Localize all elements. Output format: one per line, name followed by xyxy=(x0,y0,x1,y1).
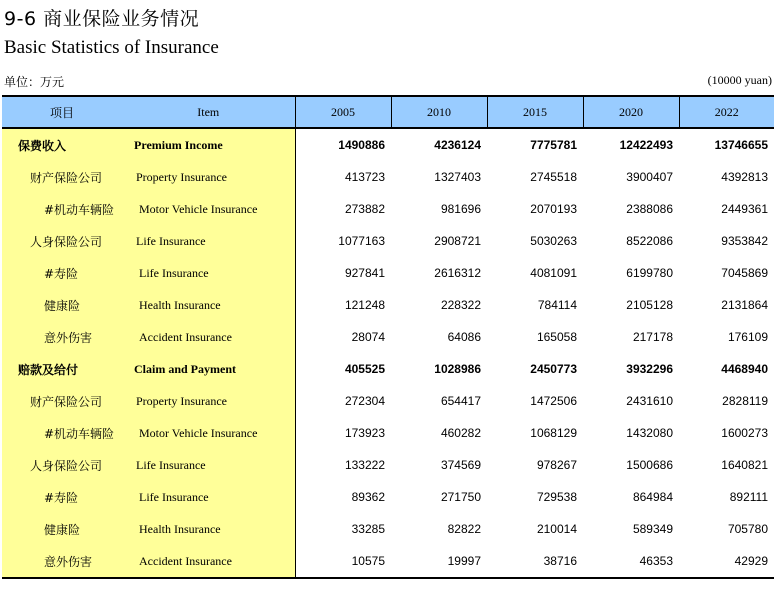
row-label-en: Property Insurance xyxy=(122,385,295,417)
cell-value: 217178 xyxy=(632,330,673,344)
cell-value: 3932296 xyxy=(626,362,673,376)
cell-value: 133222 xyxy=(344,458,385,472)
cell-value: 705780 xyxy=(727,522,768,536)
cell-value: 654417 xyxy=(440,394,481,408)
row-label-cn: 人身保险公司 xyxy=(2,225,122,257)
cell-value: 460282 xyxy=(440,426,481,440)
cell-value: 2616312 xyxy=(434,266,481,280)
table-row xyxy=(2,513,774,545)
cell-value: 42929 xyxy=(679,545,774,578)
row-label-cn: 意外伤害 xyxy=(2,545,122,578)
cell-value: 978267 xyxy=(536,458,577,472)
cell-value: 2431610 xyxy=(626,394,673,408)
cell-value: 6199780 xyxy=(626,266,673,280)
row-label-en: Life Insurance xyxy=(122,481,295,513)
cell-value: 1490886 xyxy=(338,138,385,152)
cell-value: 5030263 xyxy=(530,234,577,248)
row-label-cn: #机动车辆险 xyxy=(2,193,122,225)
page-title-cn: 9-6 商业保险业务情况 xyxy=(4,8,200,30)
cell-value: 82822 xyxy=(447,522,481,536)
cell-value: 2070193 xyxy=(530,202,577,216)
cell-value: 165058 xyxy=(536,330,577,344)
header-item-en: Item xyxy=(122,96,295,128)
cell-value: 13746655 xyxy=(714,138,768,152)
cell-value: 272304 xyxy=(344,394,385,408)
row-label-en: Accident Insurance xyxy=(122,545,295,578)
header-year: 2022 xyxy=(679,96,774,128)
cell-value: 1432080 xyxy=(626,426,673,440)
cell-value: 12422493 xyxy=(619,138,673,152)
cell-value: 2449361 xyxy=(721,202,768,216)
row-label-en: Premium Income xyxy=(122,128,295,161)
table-row xyxy=(2,417,774,449)
cell-value: 2131864 xyxy=(721,298,768,312)
row-label-cn: #寿险 xyxy=(2,481,122,513)
cell-value: 8522086 xyxy=(626,234,673,248)
table-row xyxy=(2,545,774,578)
cell-value: 7045869 xyxy=(721,266,768,280)
row-label-en: Life Insurance xyxy=(122,257,295,289)
row-label-cn: #机动车辆险 xyxy=(2,417,122,449)
cell-value: 1068129 xyxy=(530,426,577,440)
cell-value: 33285 xyxy=(351,522,385,536)
row-label-en: Accident Insurance xyxy=(122,321,295,353)
cell-value: 89362 xyxy=(351,490,385,504)
header-year: 2010 xyxy=(391,96,487,128)
cell-value: 927841 xyxy=(344,266,385,280)
row-label-cn: 意外伤害 xyxy=(2,321,122,353)
cell-value: 413723 xyxy=(344,170,385,184)
header-year: 2020 xyxy=(583,96,679,128)
table-row xyxy=(2,385,774,417)
cell-value: 1472506 xyxy=(530,394,577,408)
table-row xyxy=(2,225,774,257)
cell-value: 1327403 xyxy=(434,170,481,184)
cell-value: 1077163 xyxy=(338,234,385,248)
cell-value: 784114 xyxy=(537,298,577,312)
cell-value: 374569 xyxy=(440,458,481,472)
header-year: 2005 xyxy=(295,96,391,128)
cell-value: 176109 xyxy=(727,330,768,344)
cell-value: 228322 xyxy=(440,298,481,312)
cell-value: 4081091 xyxy=(530,266,577,280)
cell-value: 46353 xyxy=(583,545,679,578)
row-label-en: Claim and Payment xyxy=(122,353,295,385)
table-row xyxy=(2,481,774,513)
row-label-en: Property Insurance xyxy=(122,161,295,193)
cell-value: 405525 xyxy=(344,362,385,376)
cell-value: 4236124 xyxy=(434,138,481,152)
row-label-en: Motor Vehicle Insurance xyxy=(122,193,295,225)
table-row xyxy=(2,193,774,225)
cell-value: 28074 xyxy=(351,330,385,344)
cell-value: 19997 xyxy=(391,545,487,578)
cell-value: 892111 xyxy=(729,490,768,504)
table-row xyxy=(2,161,774,193)
row-label-en: Health Insurance xyxy=(122,289,295,321)
cell-value: 2828119 xyxy=(722,394,768,408)
cell-value: 7775781 xyxy=(530,138,577,152)
cell-value: 271750 xyxy=(440,490,481,504)
cell-value: 981696 xyxy=(440,202,481,216)
cell-value: 210014 xyxy=(536,522,577,536)
insurance-statistics-table xyxy=(2,95,774,579)
row-label-en: Life Insurance xyxy=(122,449,295,481)
page-title-en: Basic Statistics of Insurance xyxy=(4,37,219,58)
table-header-row xyxy=(2,96,774,128)
row-label-cn: 保费收入 xyxy=(2,128,122,161)
row-label-en: Life Insurance xyxy=(122,225,295,257)
cell-value: 2908721 xyxy=(434,234,481,248)
cell-value: 2450773 xyxy=(530,362,577,376)
row-label-cn: 人身保险公司 xyxy=(2,449,122,481)
cell-value: 1500686 xyxy=(626,458,673,472)
cell-value: 1028986 xyxy=(434,362,481,376)
cell-value: 173923 xyxy=(344,426,385,440)
cell-value: 2745518 xyxy=(530,170,577,184)
table-row xyxy=(2,257,774,289)
row-label-en: Motor Vehicle Insurance xyxy=(122,417,295,449)
row-label-cn: 财产保险公司 xyxy=(2,161,122,193)
table-row xyxy=(2,128,774,161)
header-year: 2015 xyxy=(487,96,583,128)
cell-value: 4392813 xyxy=(721,170,768,184)
cell-value: 2388086 xyxy=(626,202,673,216)
unit-label-cn: 单位：万元 xyxy=(4,75,65,89)
cell-value: 729538 xyxy=(536,490,577,504)
cell-value: 10575 xyxy=(295,545,391,578)
cell-value: 1640821 xyxy=(721,458,768,472)
unit-label-en: (10000 yuan) xyxy=(707,73,772,87)
cell-value: 2105128 xyxy=(626,298,673,312)
cell-value: 64086 xyxy=(447,330,481,344)
row-label-cn: 健康险 xyxy=(2,513,122,545)
row-label-cn: #寿险 xyxy=(2,257,122,289)
table-row xyxy=(2,289,774,321)
cell-value: 4468940 xyxy=(721,362,768,376)
row-label-cn: 财产保险公司 xyxy=(2,385,122,417)
cell-value: 38716 xyxy=(487,545,583,578)
cell-value: 3900407 xyxy=(626,170,673,184)
cell-value: 121248 xyxy=(344,298,385,312)
cell-value: 273882 xyxy=(344,202,385,216)
header-item-cn: 项目 xyxy=(2,96,122,128)
table-row xyxy=(2,321,774,353)
cell-value: 1600273 xyxy=(721,426,768,440)
row-label-cn: 赔款及给付 xyxy=(2,353,122,385)
table-row xyxy=(2,353,774,385)
row-label-en: Health Insurance xyxy=(122,513,295,545)
table-row xyxy=(2,449,774,481)
row-label-cn: 健康险 xyxy=(2,289,122,321)
cell-value: 9353842 xyxy=(721,234,768,248)
cell-value: 589349 xyxy=(632,522,673,536)
cell-value: 864984 xyxy=(632,490,673,504)
